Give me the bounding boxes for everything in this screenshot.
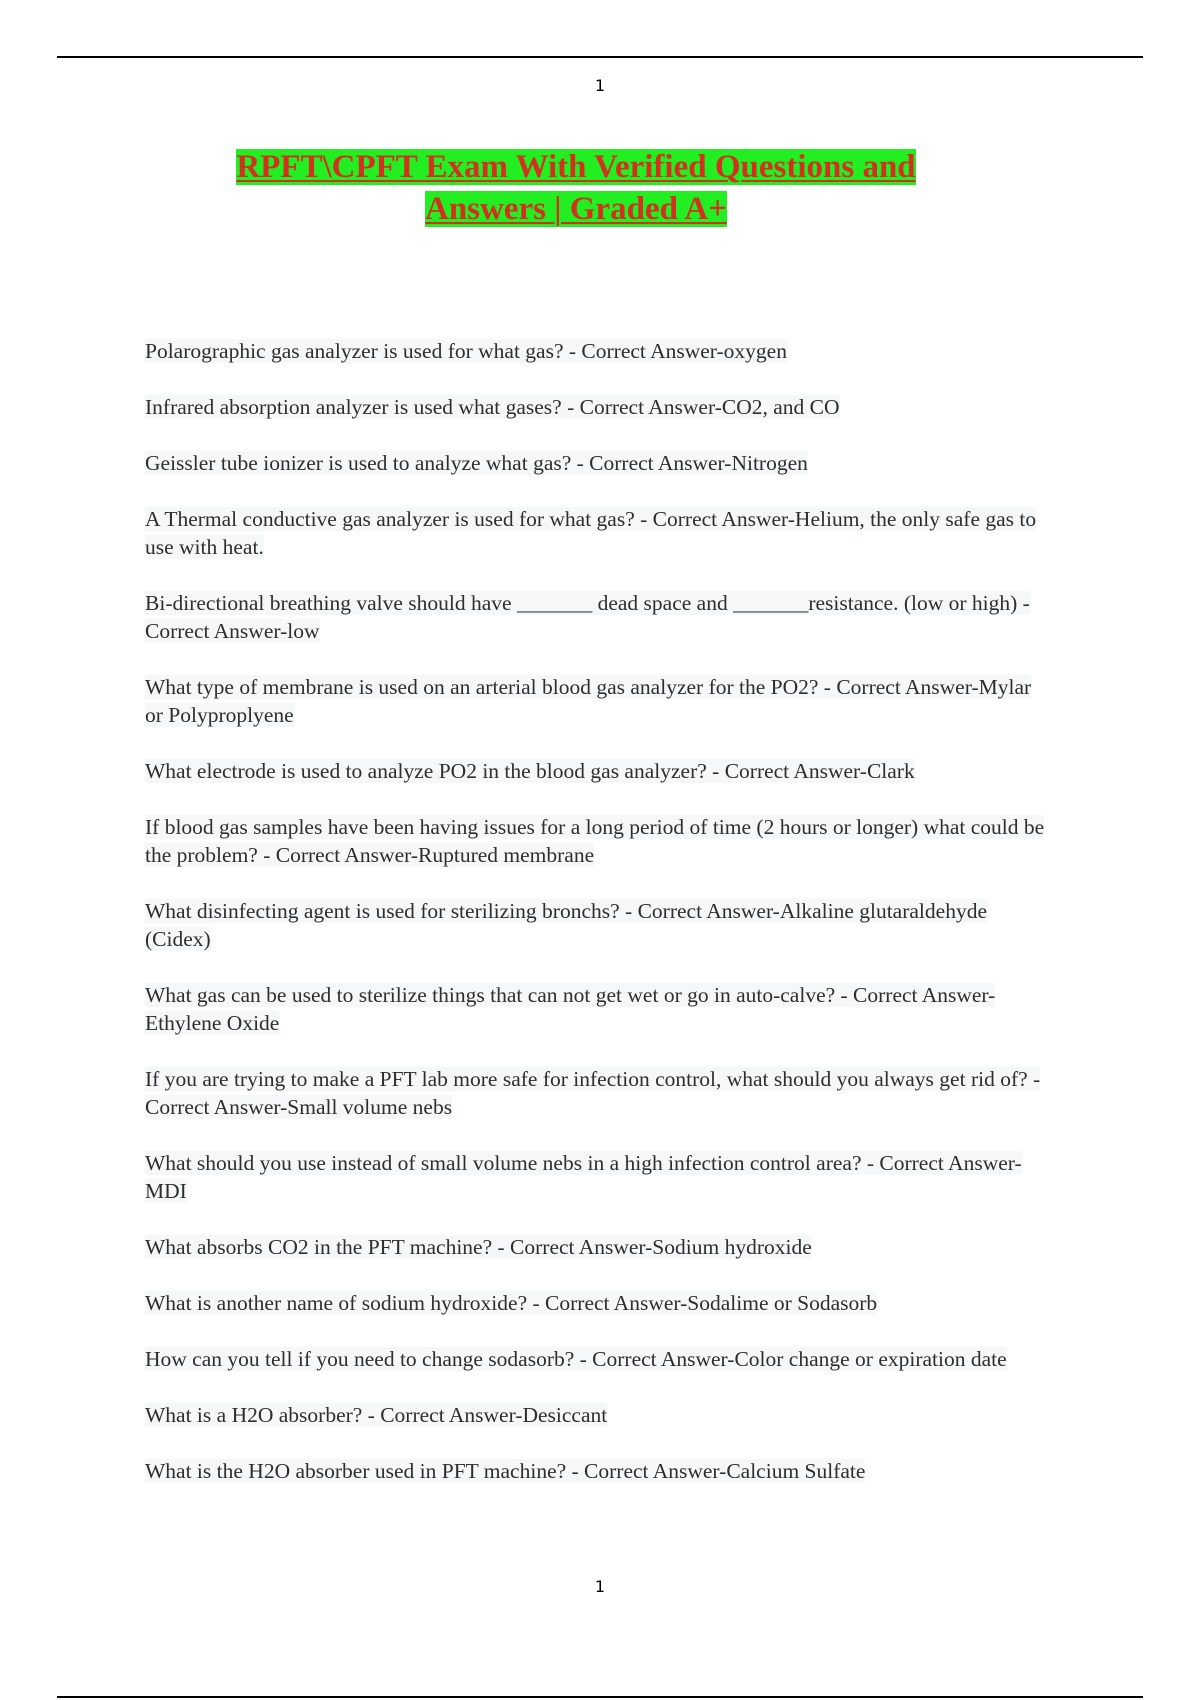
- qa-text: What is a H2O absorber? - Correct Answer-Desiccant: [145, 1403, 608, 1427]
- qa-item: [145, 589, 1045, 645]
- qa-item: [145, 1345, 1045, 1373]
- qa-item: [145, 897, 1045, 953]
- qa-text: What absorbs CO2 in the PFT machine? - Correct Answer-Sodium hydroxide: [145, 1235, 812, 1259]
- qa-text: What should you use instead of small volume nebs in a high infection control area? - Correct Answer-MDI: [145, 1151, 1022, 1203]
- qa-item: [145, 1289, 1045, 1317]
- qa-text: What is another name of sodium hydroxide? - Correct Answer-Sodalime or Sodasorb: [145, 1291, 878, 1315]
- document-title-line-1: RPFT\CPFT Exam With Verified Questions and: [236, 149, 916, 185]
- qa-item: [145, 1149, 1045, 1205]
- qa-item: [145, 813, 1045, 869]
- qa-item: [145, 505, 1045, 561]
- footer-page-number: 1: [594, 1577, 606, 1596]
- qa-item: [145, 673, 1045, 729]
- qa-item: [145, 1457, 1045, 1485]
- qa-text: Infrared absorption analyzer is used what gases? - Correct Answer-CO2, and CO: [145, 395, 840, 419]
- qa-text: How can you tell if you need to change sodasorb? - Correct Answer-Color change or expiration date: [145, 1347, 1007, 1371]
- qa-text: What electrode is used to analyze PO2 in the blood gas analyzer? - Correct Answer-Clark: [145, 759, 915, 783]
- qa-text: What is the H2O absorber used in PFT machine? - Correct Answer-Calcium Sulfate: [145, 1459, 866, 1483]
- qa-item: [145, 393, 1045, 421]
- qa-text: Bi-directional breathing valve should have _______ dead space and _______resistance. (low or high) - Correct Answer-low: [145, 591, 1030, 643]
- header-page-number: 1: [594, 76, 606, 95]
- qa-item: [145, 1065, 1045, 1121]
- qa-item: [145, 1401, 1045, 1429]
- qa-text: What gas can be used to sterilize things that can not get wet or go in auto-calve? - Correct Answer-Ethylene Oxide: [145, 983, 996, 1035]
- qa-text: If you are trying to make a PFT lab more safe for infection control, what should you always get rid of? - Correct Answer-Small volume nebs: [145, 1067, 1041, 1119]
- qa-text: If blood gas samples have been having issues for a long period of time (2 hours or longer) what could be the problem? - Correct Answer-Ruptured membrane: [145, 815, 1045, 867]
- document-title-line-2: Answers | Graded A+: [425, 191, 727, 227]
- qa-text: Geissler tube ionizer is used to analyze what gas? - Correct Answer-Nitrogen: [145, 451, 808, 475]
- qa-text: A Thermal conductive gas analyzer is used for what gas? - Correct Answer-Helium, the only safe gas to use with heat.: [145, 507, 1037, 559]
- qa-item: [145, 449, 1045, 477]
- qa-item: [145, 1233, 1045, 1261]
- document-title: [200, 146, 952, 230]
- qa-item: [145, 337, 1045, 365]
- qa-text: What disinfecting agent is used for sterilizing bronchs? - Correct Answer-Alkaline glutaraldehyde (Cidex): [145, 899, 987, 951]
- qa-text: What type of membrane is used on an arterial blood gas analyzer for the PO2? - Correct Answer-Mylar or Polyproplyene: [145, 675, 1032, 727]
- qa-text: Polarographic gas analyzer is used for what gas? - Correct Answer-oxygen: [145, 339, 787, 363]
- qa-list: [145, 337, 1045, 1513]
- qa-item: [145, 757, 1045, 785]
- header-rule: [57, 56, 1143, 58]
- qa-item: [145, 981, 1045, 1037]
- footer-rule: [57, 1696, 1143, 1698]
